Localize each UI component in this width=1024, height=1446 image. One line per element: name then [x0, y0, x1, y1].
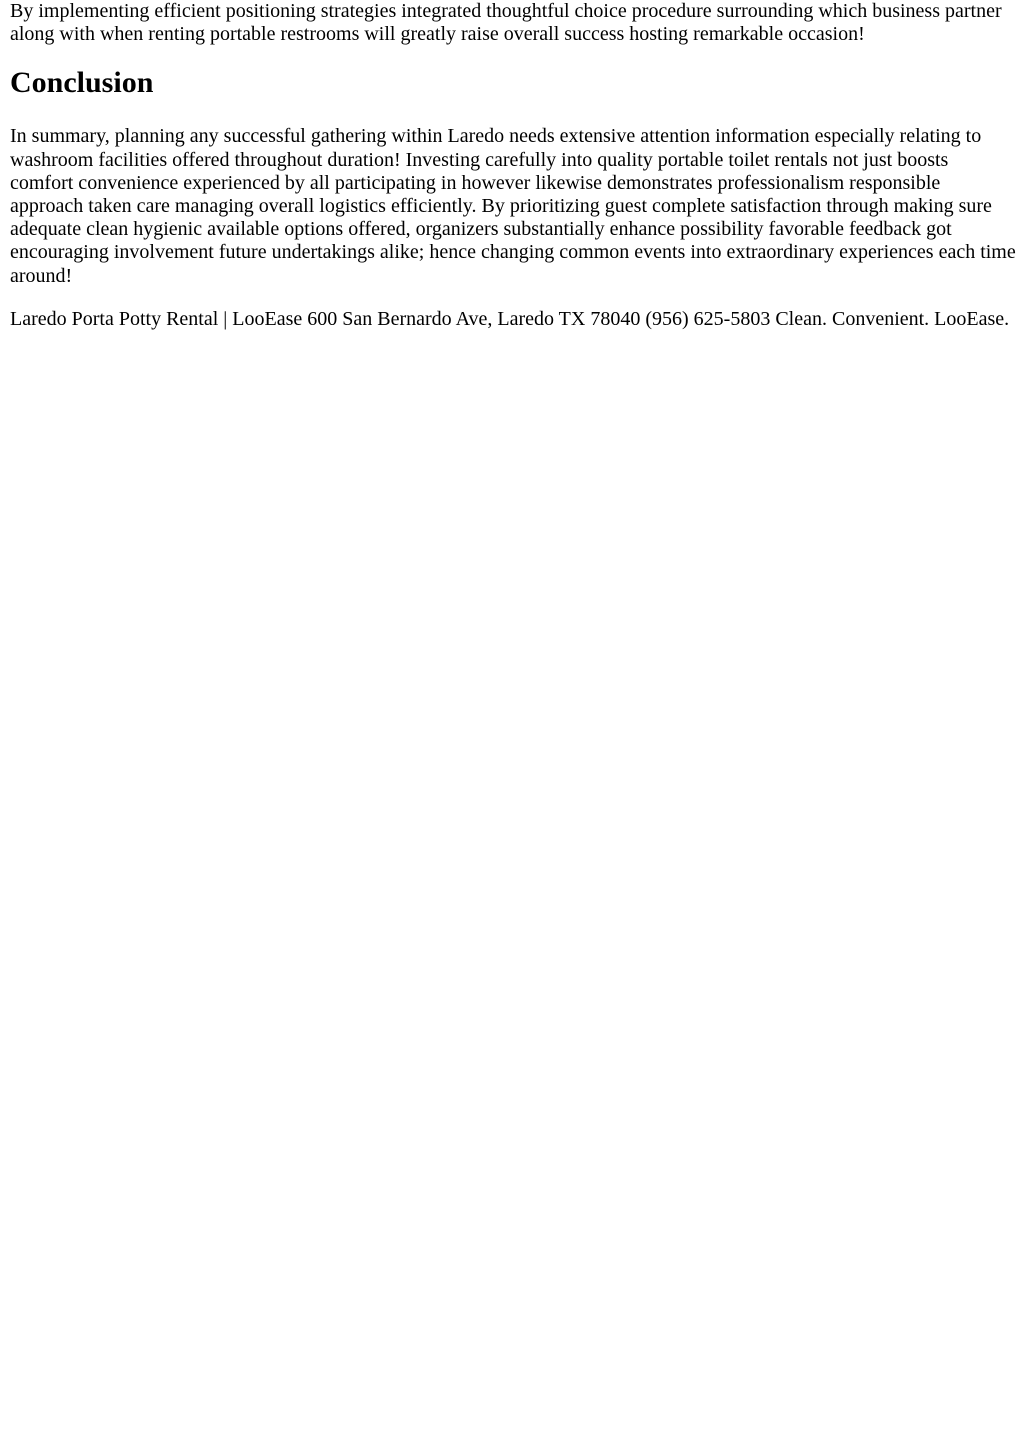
intro-paragraph: By implementing efficient positioning strategies integrated thoughtful choice procedure surrounding which business partner along with when renting portable restrooms will greatly raise overall success hosting remarkable occasion! [10, 0, 1002, 46]
business-contact-paragraph: Laredo Porta Potty Rental | LooEase 600 San Bernardo Ave, Laredo TX 78040 (956) 625-5803 Clean. Convenient. LooEase. [10, 307, 1010, 330]
conclusion-heading: Conclusion [10, 66, 154, 100]
conclusion-paragraph: In summary, planning any successful gathering within Laredo needs extensive attention information especially relating to washroom facilities offered throughout duration! Investing carefully into quality portable toilet rentals not just boosts comfort convenience experienced by all participating in however likewise demonstrates professionalism responsible approach taken care managing overall logistics efficiently. By prioritizing guest complete satisfaction through making sure adequate clean hygienic available options offered, organizers substantially enhance possibility favorable feedback got encouraging involvement future undertakings alike; hence changing common events into extraordinary experiences each time around! [10, 125, 1016, 287]
article-page [0, 0, 1024, 331]
